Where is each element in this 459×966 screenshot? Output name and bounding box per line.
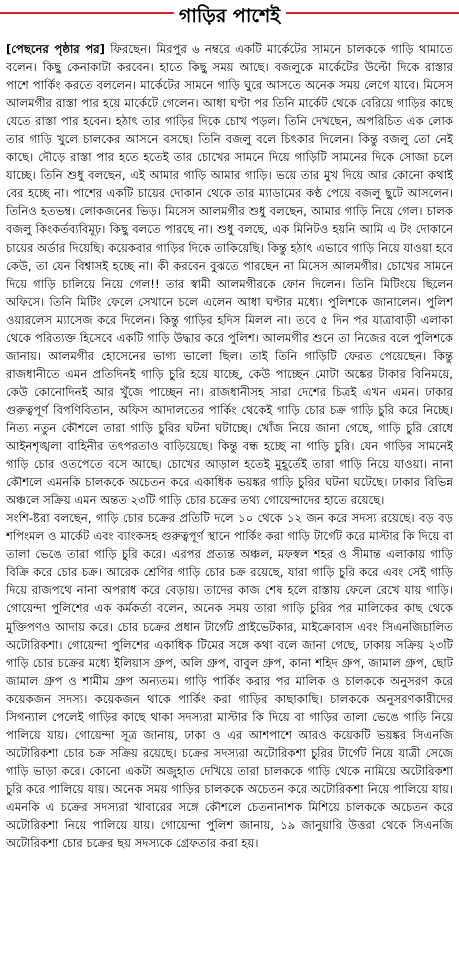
continued-label: [পেছনের পৃষ্ঠার পর] xyxy=(6,42,105,56)
headline: গাড়ির পাশেই xyxy=(174,2,286,30)
paragraph-text: সংশি-ষ্টরা বলছেন, গাড়ি চোর চক্রের প্রতিটি দলে ১০ থেকে ১২ জন করে সদস্য রয়েছে। বড় বড় শপিংমল ও মার্কেট এবং ব্যাংকসহ গুরুত্বপূর্ণ স্থানে পার্কিং করা গাড়ি টার্গেট করে মাস্টার কি দিয়ে বা তালা ভেঙে তারা গাড়ি চুরি করে। এরপর প্রত্যন্ত অঞ্চল, মফস্বল শহর ও সীমান্ত এলাকায় গাড়ি বিক্রি করে চোর চক্র। আরেক শ্রেণির গাড়ি চোর চক্র রয়েছে, যারা গাড়ি চুরি করে এবং সেই গাড়ি দিয়ে রাজপথে নানা অপরাধ করে বেড়ায়। তাদের কাজ শেষ হলে রাস্তায় ফেলে রেখে যায় গাড়ি। গোয়েন্দা পুলিশের এক কর্মকর্তা বলেন, অনেক সময় তারা গাড়ি চুরির পর মালিকের কাছ থেকে মুক্তিপণও আদায় করে। চোর চক্রের প্রধান টার্গেট প্রাইভেটকার, মাইক্রোবাস এবং সিএনজিচালিত অটোরিকশা। গোয়েন্দা পুলিশের একাধিক টিমের সঙ্গে কথা বলে জানা গেছে, ঢাকায় সক্রিয় ২৩টি গাড়ি চোর চক্রের মধ্যে ইলিয়াস গ্রুপ, অলি গ্রুপ, বাবুল গ্রুপ, কানা শহিদ গ্রুপ, জামাল গ্রুপ, ছোট জামাল গ্রুপ ও শামীম গ্রুপ অন্যতম। গাড়ি পার্কিং করার পর মালিক ও চালককে অনুসরণ করে কয়েকজন সদস্য। কয়েকজন থাকে পার্কিং করা গাড়ির কাছাকাছি। চালককে অনুসরণকারীদের সিগন্যাল পেলেই গাড়ির কাছে থাকা সদস্যরা মাস্টার কি দিয়ে বা গাড়ির তালা ভেঙে গাড়ি নিয়ে পালিয়ে যায়। গোয়েন্দা সূত্র জানায়, ঢাকা ও এর আশপাশে আরও কয়েকটি ভয়ঙ্কর সিএনজি অটোরিকশা চোর চক্র সক্রিয় রয়েছে। চক্রের সদস্যরা অটোরিকশা চুরির টার্গেট নিয়ে যাত্রী সেজে গাড়ি ভাড়া করে। কোনো একটা অজুহাত দেখিয়ে তারা চালককে গাড়ি থেকে নামিয়ে অটোরিকশা চুরি করে পালিয়ে যায়। অনেক সময় গাড়ির চালককে অচেতন করে অটোরিকশা নিয়ে পালিয়ে যায়। এমনকি এ চক্রের সদস্যরা খাবারের সঙ্গে কৌশলে চেতনানাশক মিশিয়ে চালককে অচেতন করে অটোরিকশা নিয়ে পালিয়ে যায়। গোয়েন্দা পুলিশ জানায়, ১৯ জানুয়ারি উত্তরা থেকে সিএনজি অটোরিকশা চোর চক্রের ছয় সদস্যকে গ্রেফতার করা হয়। xyxy=(6,511,453,851)
article-paragraph xyxy=(6,509,453,852)
article-body xyxy=(6,40,453,960)
article-paragraph xyxy=(6,40,453,509)
paragraph-text: ফিরছেন। মিরপুর ৬ নম্বরে একটি মার্কেটের সামনে চালককে গাড়ি থামাতে বলেন। কিছু কেনাকাটা করবেন। হাতে কিছু সময় আছে। বজলুকে মার্কেটের উল্টো দিকে রাস্তার পাশে পার্কিং করতে বললেন। মার্কেটের সামনে গাড়ি ঘুরে আসতে অনেক সময় লেগে যাবে। মিসেস আলমগীর রাস্তা পার হয়ে মার্কেটে গেলেন। আধা ঘণ্টা পর তিনি মার্কেট থেকে বেরিয়ে গাড়ির কাছে যেতে রাস্তা পার হবেন। হঠাৎ তার গাড়ির দিকে চোখ পড়ল। তিনি দেখছেন, অপরিচিত এক লোক তার গাড়ি খুলে চালকের আসনে বসছে। তিনি বজলু বলে চিৎকার দিলেন। কিন্তু বজলু তো নেই কাছে। দৌড়ে রাস্তা পার হতে হতেই তার চোখের সামনে দিয়ে গাড়িটি সামনের দিকে সোজা চলে যাচ্ছে। তিনি শুধু বলছেন, এই আমার গাড়ি আমার গাড়ি। ভয়ে তার মুখ দিয়ে আর কোনো কথাই বের হচ্ছে না। পাশের একটি চায়ের দোকান থেকে তার ম্যাডামের কণ্ঠ পেয়ে বজলু ছুটে আসলেন। তিনিও হতভম্ব। লোকজনের ভিড়। মিসেস আলমগীর শুধু বলছেন, আমার গাড়ি নিয়ে গেল। চালক বজলু কিংকর্তব্যবিমূঢ়। কিছু বলতে পারছে না। শুধু বলছে, এক মিনিটও হয়নি আমি এ টং দোকানে চায়ের অর্ডার দিয়েছি। কয়েকবার গাড়ির দিকে তাকিয়েছি। কিন্তু হঠাৎ এভাবে গাড়ি নিয়ে যাওয়া হবে কেউ, তা যেন বিশ্বাসই হচ্ছে না। কী করবেন বুঝতে পারছেন না মিসেস আলমগীর। চোখের সামনে দিয়ে গাড়ি চালিয়ে নিয়ে গেল!! তার স্বামী আলমগীরকে ফোন দিলেন। তিনি মিটিংয়ে ছিলেন অফিসে। তিনি মিটিং ফেলে সেখানে চলে এলেন আধা ঘণ্টার মধ্যে। পুলিশকে জানালেন। পুলিশ ওয়ারলেস ম্যাসেজ করে দিলেন। কিন্তু গাড়ির হদিস মিলল না। তবে ৫ দিন পর যাত্রাবাড়ী এলাকা থেকে পরিত্যক্ত হিসেবে একটি গাড়ি উদ্ধার করে পুলিশ। আলমগীর শুনে তা নিজের বলে পুলিশকে জানায়। আলমগীর হোসেনের ভাগ্য ভালো ছিল। তাই তিনি গাড়িটি ফেরত পেয়েছেন। কিন্তু রাজধানীতে এমন প্রতিদিনই গাড়ি চুরি হয়ে যাচ্ছে, কেউ পাচ্ছেন মোটা অঙ্কের টাকার বিনিময়ে, কেউ কোনোদিনই আর খুঁজে পাচ্ছেন না। রাজধানীসহ সারা দেশের চিত্রই এখন এমন। ঢাকার গুরুত্বপূর্ণ বিপণিবিতান, অফিস আদালতের পার্কিং থেকেই গাড়ি চোর চক্র গাড়ি চুরি করে নিচ্ছে। নিত্য নতুন কৌশলে তারা গাড়ি চুরির ঘটনা ঘটাচ্ছে। খোঁজ নিয়ে জানা গেছে, গাড়ি চুরি রোধে আইনশৃঙ্খলা বাহিনীর তৎপরতাও বাড়িয়েছে। কিন্তু বন্ধ হচ্ছে না গাড়ি চুরি। যেন গাড়ির সামনেই গাড়ি চোর ওতপেতে বসে আছে। চোখের আড়াল হতেই মুহূর্তেই তারা গাড়ি নিয়ে যাওয়া। নানা কৌশলে এমনকি চালককে অচেতন করে একাধিক ভয়ঙ্কর গাড়ি চুরির ঘটনা ঘটেছে। ঢাকার বিভিন্ন অঞ্চলে সক্রিয় এমন অন্তত ২৩টি গাড়ি চোর চক্রের তথ্য গোয়েন্দাদের হাতে রয়েছে। xyxy=(6,42,453,508)
